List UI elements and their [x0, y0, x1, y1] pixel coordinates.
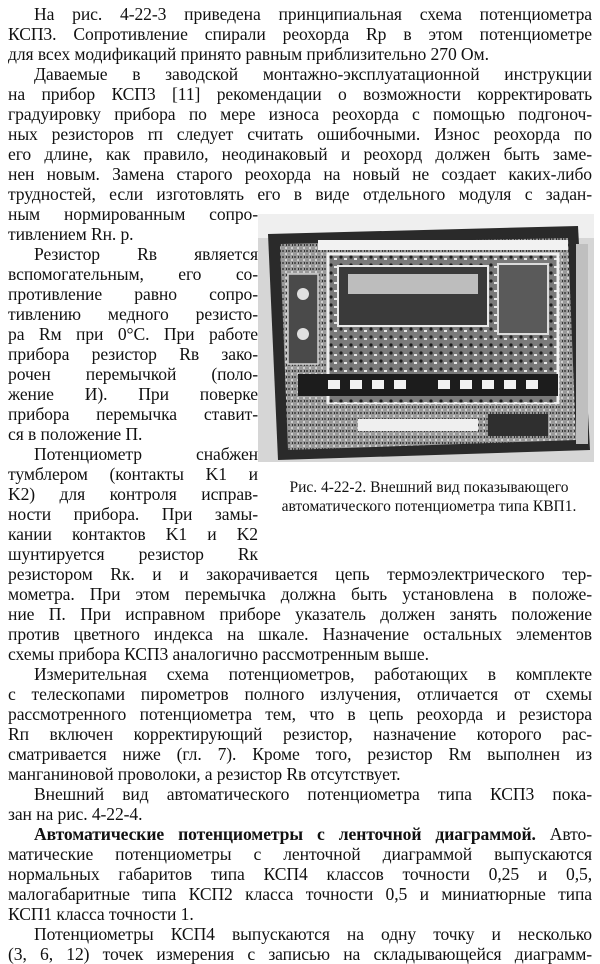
text-line: K2) для контроля исправ- — [8, 484, 258, 504]
text-line: мометра. При этом перемычка должна быть установлена в положе- — [8, 584, 592, 604]
text-line: тумблером (контакты K1 и — [8, 464, 258, 484]
text-line: ся в положение П. — [8, 424, 143, 444]
device-photo-illustration — [258, 214, 594, 462]
text-line: прибора резистор Rв зако- — [8, 344, 258, 364]
text-line: Даваемые в заводской монтажно-эксплуатационной инструкции — [34, 64, 592, 84]
text-line: КСП3. Сопротивление спирали реохорда Rр в этом потенциометре — [8, 24, 592, 44]
text-line: ние П. При исправном приборе указатель должен занять положение — [8, 604, 592, 624]
potentiometer-photo — [258, 214, 594, 462]
text-line: жение И). При поверке — [8, 384, 258, 404]
text-line: резистором Rк. и и закорачивается цепь термоэлектрического тер- — [8, 564, 592, 584]
text-line: с телескопами пирометров полного излучения, отличается от схемы — [8, 684, 592, 704]
text-line — [8, 824, 592, 844]
section-heading: Автоматические потенциометры с ленточной диаграммой. — [34, 824, 536, 844]
text-line: прибора перемычка ставит- — [8, 404, 258, 424]
text-line: тивлением Rн. р. — [8, 224, 134, 244]
text-line: нен новым. Замена старого реохорда на новый не создает каких-либо — [8, 164, 592, 184]
text-line: его длине, как правило, неодинаковый и реохорд должен быть заме- — [8, 144, 592, 164]
figure-caption-line: Рис. 4-22-2. Внешний вид показывающего — [289, 479, 569, 496]
text-line: кании контактов K1 и K2 — [8, 524, 258, 544]
text-line: нормальных габаритов типа КСП4 классов точности 0,25 и 0,5, — [8, 864, 592, 884]
text-line: манганиновой проволоки, а резистор Rв отсутствует. — [8, 764, 401, 784]
text-line: ных резисторов rп следует считать ошибочными. Износ реохорда по — [8, 124, 592, 144]
text-line: На рис. 4-22-3 приведена принципиальная схема потенциометра — [34, 4, 592, 24]
text-line: (3, 6, 12) точек измерения с записью на складывающейся диаграмм- — [8, 944, 592, 964]
text-line: против цветного индекса на шкале. Назначение остальных элементов — [8, 624, 592, 644]
text-line: градуировку прибора по мере износа реохорда с помощью подгоноч- — [8, 104, 592, 124]
text-line: схемы прибора КСП3 аналогично рассмотренным выше. — [8, 644, 429, 664]
text-line: КСП1 класса точности 1. — [8, 904, 194, 924]
text-line: ра Rм при 0°С. При работе — [8, 324, 258, 344]
text-line: сматривается ниже (гл. 7). Кроме того, резистор Rм выполнен из — [8, 744, 592, 764]
text-line: Внешний вид автоматического потенциометра типа КСП3 пока- — [34, 784, 592, 804]
text-line: рочен перемычкой (поло- — [8, 364, 258, 384]
text-fragment: Авто- — [535, 824, 592, 844]
text-line: трудностей, если изготовлять его в виде отдельного модуля с задан- — [8, 184, 592, 204]
text-line: тивлению медного резисто- — [8, 304, 258, 324]
text-line: рассмотренного потенциометра тем, что в цепь реохорда и резистора — [8, 704, 592, 724]
text-line: малогабаритные типа КСП2 класса точности 0,5 и миниатюрные типа — [8, 884, 592, 904]
text-line: противление равно сопро- — [8, 284, 258, 304]
text-line: Rп включен корректирующий резистор, назначение которого рас- — [8, 724, 592, 744]
text-line: ности прибора. При замы- — [8, 504, 258, 524]
text-line: Потенциометры КСП4 выпускаются на одну точку и несколько — [34, 924, 592, 944]
text-line: зан на рис. 4-22-4. — [8, 804, 143, 824]
figure-caption-line: автоматического потенциометра типа КВП1. — [281, 498, 577, 515]
text-line: шунтируется резистор Rк — [8, 544, 258, 564]
text-line: ным нормированным сопро- — [8, 204, 258, 224]
text-line: вспомогательным, его со- — [8, 264, 258, 284]
text-line: Потенциометр снабжен — [34, 444, 258, 464]
text-line: матические потенциометры с ленточной диаграммой выпускаются — [8, 844, 592, 864]
text-line: Резистор Rв является — [34, 244, 258, 264]
text-line: Измерительная схема потенциометров, работающих в комплекте — [34, 664, 592, 684]
text-line: на прибор КСП3 [11] рекомендации о возможности корректировать — [8, 84, 592, 104]
text-line: для всех модификаций принято равным приблизительно 270 Ом. — [8, 44, 489, 64]
